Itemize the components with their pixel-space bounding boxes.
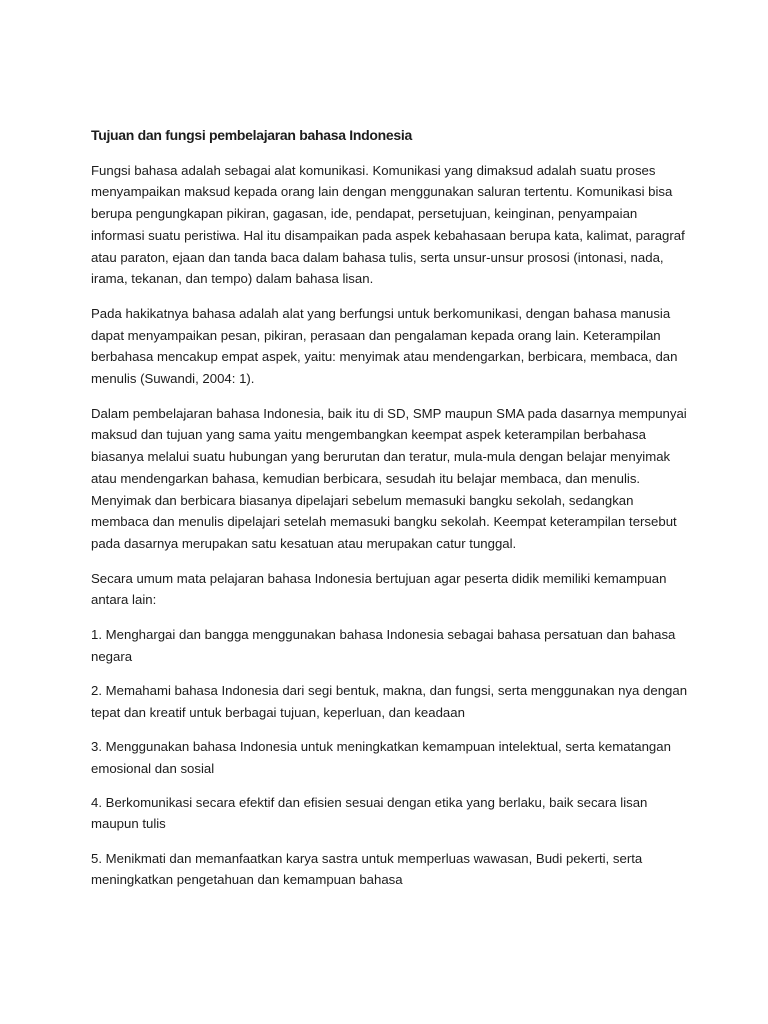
document-title: Tujuan dan fungsi pembelajaran bahasa Indonesia [91,127,412,143]
list-item: 5. Menikmati dan memanfaatkan karya sastra untuk memperluas wawasan, Budi pekerti, serta meningkatkan pengetahuan dan kemampuan bahasa [91,850,643,888]
document-page [91,125,691,904]
paragraph-hakikat-bahasa: Pada hakikatnya bahasa adalah alat yang berfungsi untuk berkomunikasi, dengan bahasa manusia dapat menyampaikan pesan, pikiran, perasaan dan pengalaman kepada orang lain. Keterampilan berbahasa mencakup empat aspek, yaitu: menyimak atau mendengarkan, berbicara, membaca, dan menulis (Suwandi, 2004: 1). [91,305,678,387]
paragraph-tujuan-umum: Secara umum mata pelajaran bahasa Indonesia bertujuan agar peserta didik memiliki kemampuan antara lain: [91,570,667,608]
list-item: 4. Berkomunikasi secara efektif dan efisien sesuai dengan etika yang berlaku, baik secara lisan maupun tulis [91,794,648,832]
list-item: 2. Memahami bahasa Indonesia dari segi bentuk, makna, dan fungsi, serta menggunakan nya dengan tepat dan kreatif untuk berbagai tujuan, keperluan, dan keadaan [91,682,688,720]
list-item: 1. Menghargai dan bangga menggunakan bahasa Indonesia sebagai bahasa persatuan dan bahasa negara [91,627,676,664]
paragraph-fungsi-bahasa: Fungsi bahasa adalah sebagai alat komunikasi. Komunikasi yang dimaksud adalah suatu proses menyampaikan maksud kepada orang lain dengan menggunakan saluran tertentu. Komunikasi bisa berupa pengungkapan pikiran, gagasan, ide, pendapat, persetujuan, keinginan, penyampaian informasi suatu peristiwa. Hal itu disampaikan pada aspek kebahasaan berupa kata, kalimat, paragraf atau paraton, ejaan dan tanda baca dalam bahasa tulis, serta unsur-unsur prososi (intonasi, nada, irama, tekanan, dan tempo) dalam bahasa lisan. [91,162,685,287]
paragraph-pembelajaran: Dalam pembelajaran bahasa Indonesia, baik itu di SD, SMP maupun SMA pada dasarnya mempunyai maksud dan tujuan yang sama yaitu mengembangkan keempat aspek keterampilan berbahasa biasanya melalui suatu hubungan yang berurutan dan teratur, mula-mula dengan belajar menyimak atau mendengarkan bahasa, kemudian berbicara, sesudah itu belajar membaca, dan menulis. Menyimak dan berbicara biasanya dipelajari sebelum memasuki bangku sekolah, sedangkan membaca dan menulis dipelajari setelah memasuki bangku sekolah. Keempat keterampilan tersebut pada dasarnya merupakan satu kesatuan atau merupakan catur tunggal. [91,405,687,551]
list-item: 3. Menggunakan bahasa Indonesia untuk meningkatkan kemampuan intelektual, serta kematangan emosional dan sosial [91,738,671,776]
objectives-list [91,624,691,891]
